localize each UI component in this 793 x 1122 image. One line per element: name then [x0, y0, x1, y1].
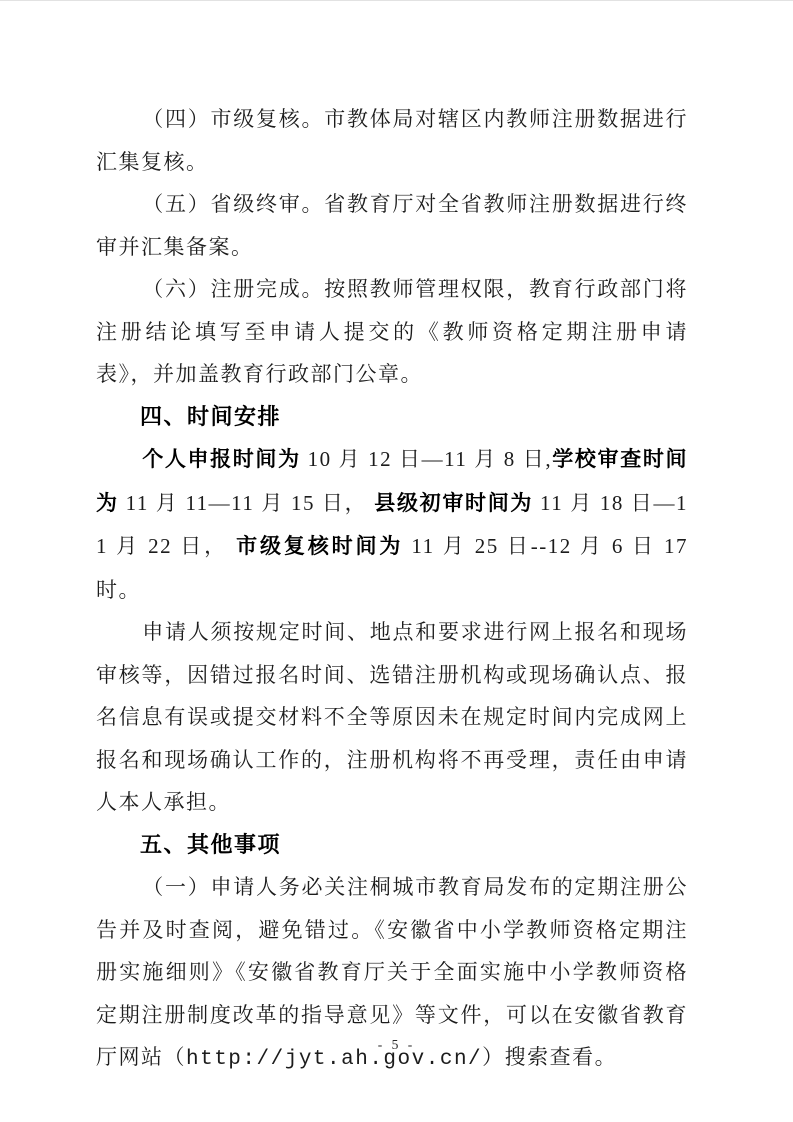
time-segment-school-dates: 11 月 11—11 月 15 日，	[118, 490, 375, 515]
page-number: - 5 -	[377, 1037, 416, 1052]
document-content	[96, 98, 688, 1082]
time-segment-county-dates: 11 月 18 日—11 月 22 日，	[96, 490, 688, 558]
section-heading-other-items: 五、其他事项	[140, 831, 282, 857]
section-heading-time-schedule: 四、时间安排	[140, 403, 282, 429]
time-segment-personal-label: 个人申报时间为	[142, 448, 301, 471]
paragraph-city-review: （四）市级复核。市教体局对辖区内教师注册数据进行汇集复核。	[96, 107, 688, 174]
paragraph-registration-done: （六）注册完成。按照教师管理权限，教育行政部门将注册结论填写至申请人提交的《教师资格定期注册申请表》，并加盖教育行政部门公章。	[96, 277, 688, 386]
time-segment-county-label: 县级初审时间为	[374, 491, 534, 515]
other-items-text-before-url: （一）申请人务必关注桐城市教育局发布的定期注册公告并及时查阅，避免错过。《安徽省中小学教师资格定期注册实施细则》《安徽省教育厅关于全面实施中小学教师资格定期注册制度改革的指导意见》等文件，可以在安徽省教育厅网站（	[96, 875, 688, 1069]
other-items-text-after-url: ）搜索查看。	[482, 1045, 618, 1069]
paragraph-province-final: （五）省级终审。省教育厅对全省教师注册数据进行终审并汇集备案。	[96, 192, 688, 259]
paragraph-deadline-notice: 申请人须按规定时间、地点和要求进行网上报名和现场审核等，因错过报名时间、选错注册机构或现场确认点、报名信息有误或提交材料不全等原因未在规定时间内完成网上报名和现场确认工作的，注册机构将不再受理，责任由申请人本人承担。	[96, 620, 688, 814]
time-segment-city-dates: 11 月 25 日--12 月 6 日 17 时。	[96, 534, 689, 602]
paragraph-time-schedule	[96, 438, 688, 611]
time-segment-school-label: 学校审查时间为	[96, 448, 689, 515]
time-segment-city-label: 市级复核时间为	[236, 535, 404, 558]
time-segment-personal-dates: 10 月 12 日—11 月 8 日,	[300, 447, 553, 471]
education-department-url: http://jyt.ah.gov.cn/	[186, 1048, 483, 1071]
